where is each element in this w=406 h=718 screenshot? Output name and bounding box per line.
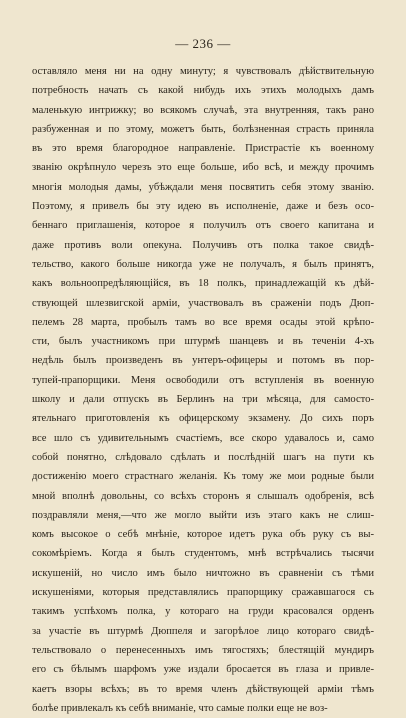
text-line: поздравляли меня,—что же могло выйти изъ этаго какъ не слиш-	[32, 509, 374, 521]
text-line: тельствовало о перенесенныхъ имъ тягостяхъ; блестящій мундиръ	[32, 644, 374, 656]
text-line: тупей-прапорщики. Меня освободили отъ вступленія въ военную	[32, 374, 374, 386]
text-line: собой понятно, слѣдовало сдѣлать и послѣдній шагъ на пути къ	[32, 451, 374, 463]
text-line: сокомѣріемъ. Когда я былъ студентомъ, мнѣ встрѣчались тысячи	[32, 548, 374, 560]
text-line: какъ вольноопредѣляющійся, въ 18 полкъ, принадлежащій къ дѣй-	[32, 278, 374, 290]
text-line: мной вполнѣ довольны, со всѣхъ сторонъ я слышалъ одобренія, всѣ	[32, 490, 374, 502]
text-line: потребность начать съ какой нибудь ихъ этихъ молодыхъ дамъ	[32, 85, 374, 97]
text-line: болѣе привлекалъ къ себѣ вниманіе, что самые полки еще не воз-	[32, 702, 328, 714]
text-line: ствующей шлезвигской арміи, участвовалъ въ сраженіи подъ Дюп-	[32, 297, 374, 309]
body-text	[32, 62, 374, 718]
text-line: маленькую интрижку; во всякомъ случаѣ, эта внутренняя, такъ рано	[32, 104, 374, 116]
page-number: — 236 —	[175, 36, 231, 51]
text-line: недѣль былъ произведенъ въ унтеръ-офицеры и потомъ въ пор-	[32, 355, 374, 367]
text-line: за участіе въ штурмѣ Дюппеля и загорѣлое лицо котораго свидѣ-	[32, 625, 374, 637]
text-line: такимъ успѣхомъ полка, у котораго на груди красовался орденъ	[32, 606, 374, 618]
text-line: его съ бѣлымъ шарфомъ уже издали бросается въ глаза и привле-	[32, 664, 374, 676]
text-line: беннаго приглашенія, которое я получилъ отъ своего капитана и	[32, 220, 374, 232]
text-line: искушеній, но число имъ было ничтожно въ сравненіи съ тѣми	[32, 567, 374, 579]
text-line: многія молодыя дамы, убѣждали меня посвятить себя этому званію.	[32, 181, 374, 193]
text-line: пелемъ 28 марта, пробылъ тамъ во все время осады этой крѣпо-	[32, 316, 374, 328]
text-line: въ это время благородное направленіе. Пристрастіе къ военному	[32, 143, 374, 155]
text-line: каетъ взоры всѣхъ; въ то время членъ дѣйствующей арміи тѣмъ	[32, 683, 374, 695]
text-line: Поэтому, я привелъ бы эту идею въ исполненіе, даже и безъ осо-	[32, 201, 374, 213]
text-line: достиженію моего страстнаго желанія. Къ тому же мои родные были	[32, 471, 374, 483]
text-line: званію окрѣпнуло черезъ это еще больше, ибо всѣ, и между прочимъ	[32, 162, 374, 174]
text-line: сти, былъ участникомъ при штурмѣ шанцевъ и въ теченіи 4-хъ	[32, 336, 374, 348]
text-line: комъ высокое о себѣ мнѣніе, которое идетъ рука объ руку съ вы-	[32, 529, 374, 541]
text-line: школу и дали отпускъ въ Берлинъ на три мѣсяца, для самосто-	[32, 394, 374, 406]
text-line: все шло съ удивительнымъ счастіемъ, все скоро удавалось и, само	[32, 432, 374, 444]
text-line: разбуженная и по этому, можетъ быть, болѣзненная страсть приняла	[32, 123, 374, 135]
text-line: даже противъ воли опекуна. Получивъ отъ полка такое свидѣ-	[32, 239, 374, 251]
text-line: тельство, какого больше никогда уже не получалъ, я былъ принятъ,	[32, 258, 374, 270]
text-line: оставляло меня ни на одну минуту; я чувствовалъ дѣйствительную	[32, 66, 374, 77]
text-line: искушеніями, которыя представлялись прапорщику сражавшагося съ	[32, 587, 374, 599]
text-line: ятельнаго приготовленія къ офицерскому экзамену. До сихъ поръ	[32, 413, 374, 425]
